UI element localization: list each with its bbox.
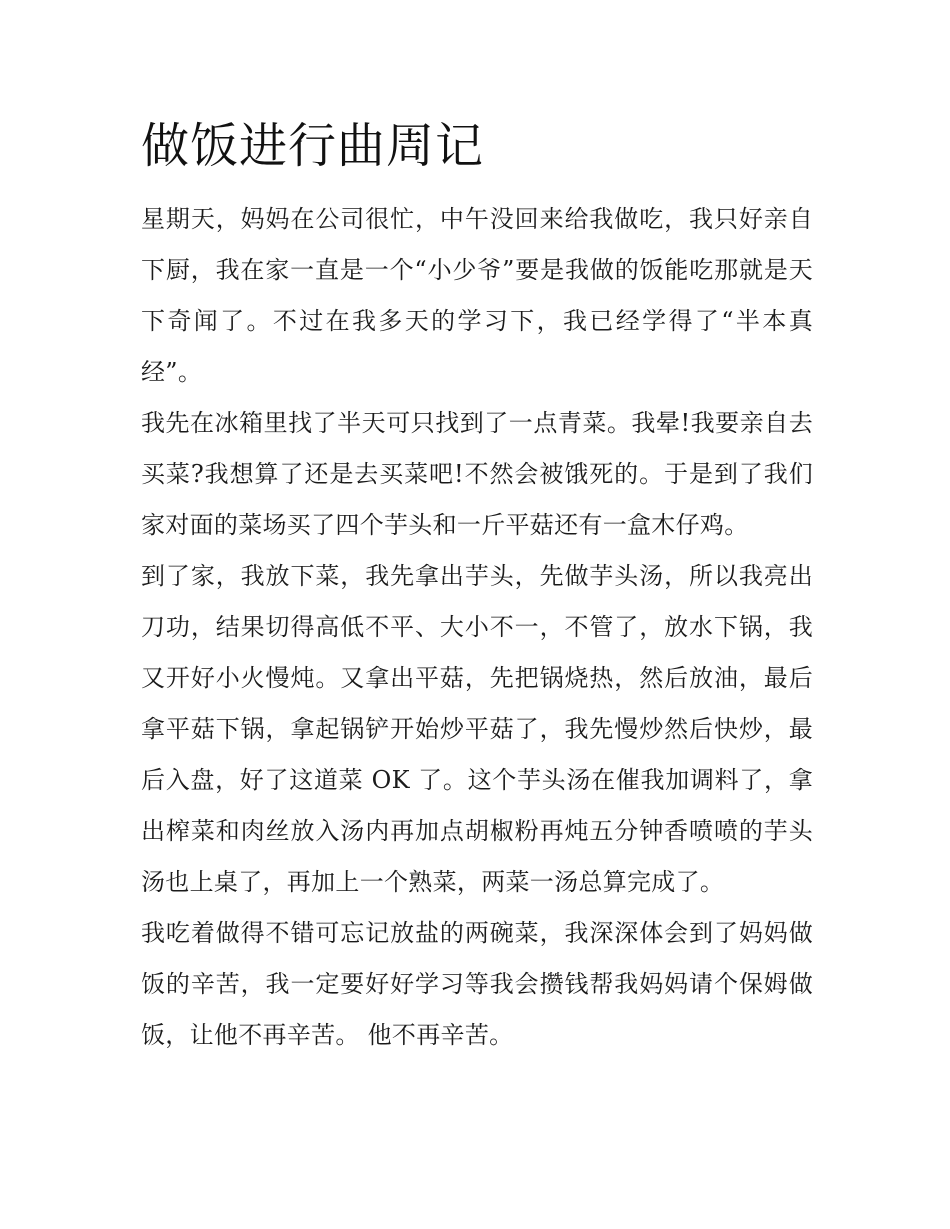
- paragraph-2: 我先在冰箱里找了半天可只找到了一点青菜。我晕!我要亲自去买菜?我想算了还是去买菜吧!不然会被饿死的。于是到了我们家对面的菜场买了四个芋头和一斤平菇还有一盒木仔鸡。: [141, 409, 813, 539]
- document-title: 做饭进行曲周记: [141, 118, 485, 174]
- paragraph-1: 星期天，妈妈在公司很忙，中午没回来给我做吃，我只好亲自下厨，我在家一直是一个“小少爷”要是我做的饭能吃那就是天下奇闻了。不过在我多天的学习下，我已经学得了“半本真经”。: [141, 205, 813, 386]
- document-page: [141, 112, 813, 1061]
- paragraph-4: 我吃着做得不错可忘记放盐的两碗菜，我深深体会到了妈妈做饭的辛苦，我一定要好好学习等我会攒钱帮我妈妈请个保姆做饭，让他不再辛苦。 他不再辛苦。: [141, 919, 813, 1049]
- paragraph-3: 到了家，我放下菜，我先拿出芋头，先做芋头汤，所以我亮出刀功，结果切得高低不平、大小不一，不管了，放水下锅，我又开好小火慢炖。又拿出平菇，先把锅烧热，然后放油，最后拿平菇下锅，拿起锅铲开始炒平菇了，我先慢炒然后快炒，最后入盘，好了这道菜 OK 了。这个芋头汤在催我加调料了，拿出榨菜和肉丝放入汤内再加点胡椒粉再炖五分钟香喷喷的芋头汤也上桌了，再加上一个熟菜，两菜一汤总算完成了。: [141, 562, 813, 896]
